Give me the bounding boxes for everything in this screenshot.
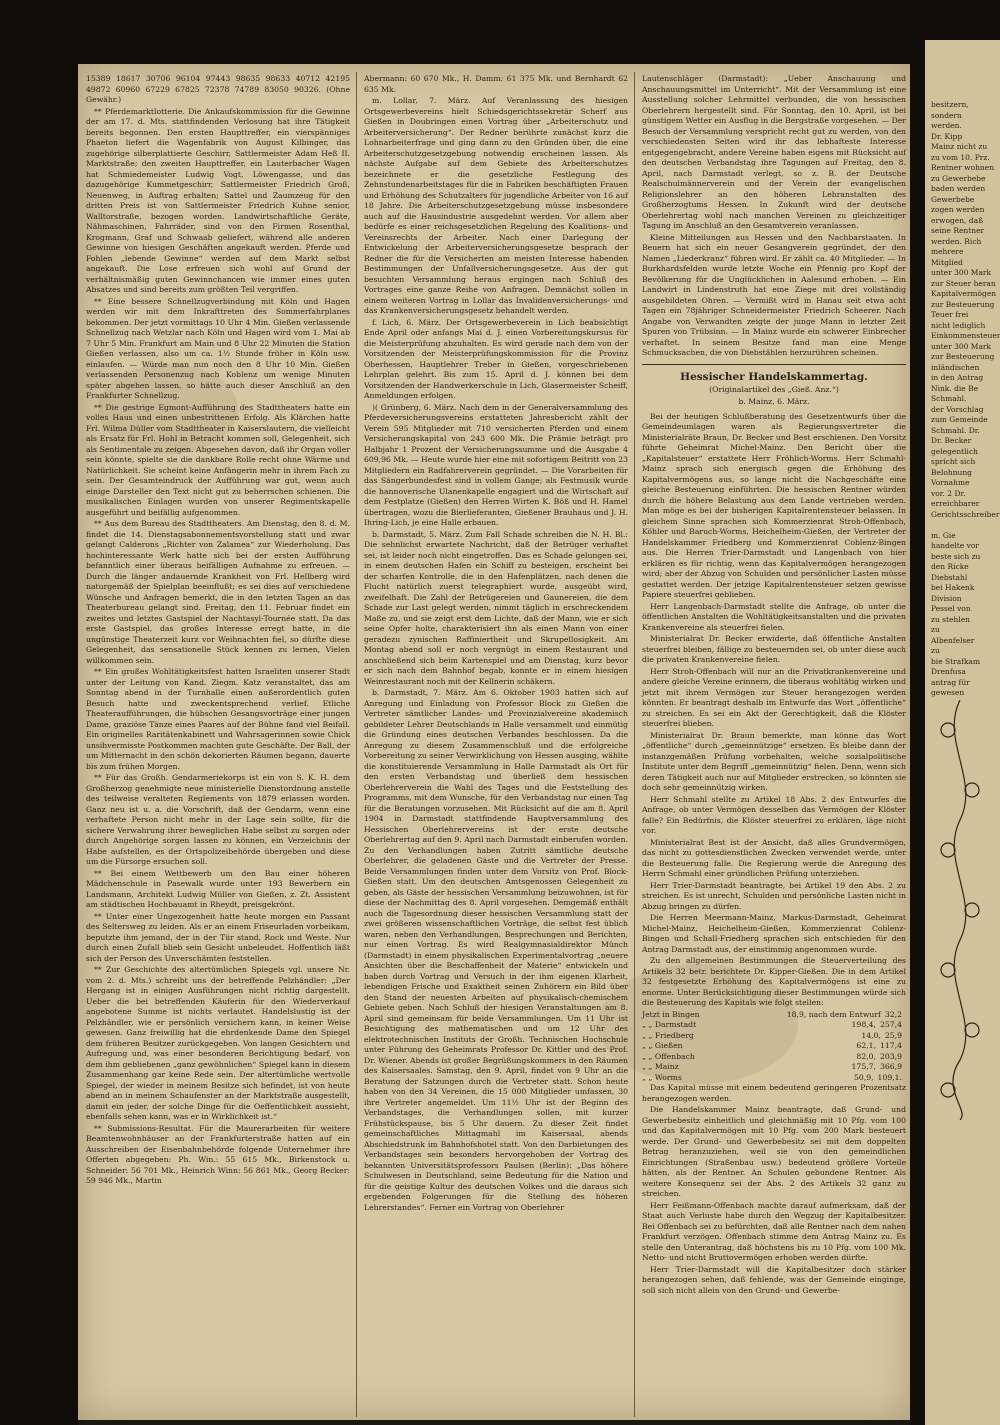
article-paragraph: Herr Trier-Darmstadt will die Kapitalbesitzer doch stärker herangezogen sehen, daß fehlende, was der Gemeinde einginge, soll sich nicht allein von den Grund- und Gewerbe- (642, 1264, 906, 1295)
column-3 (642, 74, 906, 1297)
table-cell-now: 14,0, (861, 1030, 881, 1040)
table-cell-now: 82,0, (856, 1051, 876, 1061)
article-paragraph: Herr Trier-Darmstadt beantragte, bei Artikel 19 den Abs. 2 zu streichen. Es ist unrecht, Schulden und persönliche Lasten nicht in Abzug bringen zu dürfen. (642, 880, 906, 911)
article-paragraph: f. Lich, 6. März. Der Ortsgewerbeverein in Lich beabsichtigt Ende April oder anfangs Mai d. J. einen Vorbereitungskursus für die Meisterprüfung abzuhalten. Es wird gerade nach dem von der Vorsitzenden der Meisterprüfungskommission für die Provinz Oberhessen, Hauptlehrer Treber in Gießen, vorgeschriebenen Lehrplan gelehrt. Bis zum 15. April d. J. können bei dem Vorsitzenden der Handwerkerschule in Lich, Glasermeister Scheiff, Anmeldungen erfolgen. (364, 317, 628, 400)
article-paragraph: ** Bei einem Wettbewerb um den Bau einer höheren Mädchenschule in Pasewalk wurde unter 193 Bewerbern ein Landsmann, Architekt Ludwig Müller von Gießen, z. Zt. Assistent am städtischen Hochbauamt in Rheydt, preisgekrönt. (86, 868, 350, 909)
left-dark-margin (0, 0, 78, 1425)
top-dark-margin (0, 0, 1000, 64)
gutter-dark-margin (910, 0, 925, 1425)
article-paragraph: b. Darmstadt, 5. März. Zum Fall Schade schreiben die N. H. Bl.: Die sehnlichst erwartete Nachricht, daß der Betrüger verhaftet sei, ist leider noch nicht eingetroffen. Das es Schade gelungen sei, in einem deutschen Hafen ein Schiff zu besteigen, erscheint bei der scharfen Kontrolle, die in den Hafenplätzen, nach denen die Flucht natürlich zuerst telegraphiert wurde, ausgeübt wird, zweifelhaft. Die Zahl der Betrügereien und Gaunereien, die dem Schade zur Last gelegt werden, nimmt täglich in erschreckendem Maße zu, und sie zeigt erst dem Lichte, daß der Mann, wie er sich seine Opfer holte, charakterisiert ihn als einen Mann von einer geradezu zynischen Raffiniertheit und Skrupellosigkeit. Am Montag abend soll er noch vergnügt in einem Restaurant und anschließend sich beim Kartenspiel und am Dienstag, kurz bevor er sich nach dem Bahnhof begab, konnte er in einem hiesigen Weinrestaurant noch mit der Kellnerin schäkern. (364, 529, 628, 686)
article-paragraph: )( Grünberg, 6. März. Nach dem in der Generalversammlung des Pferdeversicherungsvereins erstatteten Jahresbericht zählt der Verein 595 Mitglieder mit 710 versicherten Pferden und einem Versicherungskapital von 243 600 Mk. Die Prämie beträgt pro Halbjahr 1 Prozent der Versicherungssumme und die Ausgabe 4 609,96 Mk. — Heute wurde hier eine mit sofortigem Beitritt von 23 Mitgliedern ein Radfahrerverein gegründet. — Die Vorarbeiten für das Sängerbundesfest sind in vollem Gange; als Festmusik wurde die hannoverische Ulanenkapelle engagiert und die Wirtschaft auf dem Festplatze (Gießen) den Herren Wirten K. Böß und H. Hamel übertragen, wozu die Bierlieferanten, Gießener Brauhaus und J. H. Ihring-Lich, je eine Halle erbauen. (364, 402, 628, 527)
table-row (642, 1041, 906, 1052)
table-cell-place: „ „ Offenbach (642, 1051, 695, 1061)
article-paragraph: ** Für das Großh. Gendarmeriekorps ist ein von S. K. H. dem Großherzog genehmigte neue ministerielle Dienstordnung anstelle des teilweise veralteten Reglements von 1879 erlassen worden. Ganz neu ist u. a. die Vorschrift, daß der Gendarm, wenn eine verhaftete Person nicht mehr in der Lage sein sollte, für die sichere Verwahrung ihrer beweglichen Habe selbst zu sorgen oder durch Angehörige sorgen lassen zu können, ein Verzeichnis der Habe aufstellen, es der Ortspolizeibehörde übergeben und diese um die Fürsorge ersuchen soll. (86, 773, 350, 866)
section-heading: Hessischer Handelskammertag. (680, 370, 868, 383)
column-divider (356, 72, 357, 1417)
table-cell-now: 50,9, (853, 1072, 874, 1082)
newspaper-page (78, 64, 910, 1420)
article-paragraph: ** Ein großes Wohltätigkeitsfest hatten Israeliten unserer Stadt unter der Leitung von Kand. Ziegm. Katz veranstaltet, das am Sonntag abend in der Turnhalle einen außerordentlich guten Besuch hatte und zweckentsprechend verlief. Etliche Theateraufführungen, die hübschen Gesangsvorträge einer jungen Dame, graziöse Tänze eines Paares auf der Bühne fand viel Beifall. Ein originelles Raritätenkabinett und Wahrsagerinnen sowie Chick unsihvermisste Postkommen machten gute Geschäfte. Der Ball, der um Mitternacht in den schön dekorierten Räumen begann, dauerte bis zum frühen Morgen. (86, 667, 350, 771)
table-row (642, 1073, 906, 1084)
article-paragraph: Die Handelskammer Mainz beantragte, daß Grund- und Gewerbebesitz einheitlich und gleichmäßig mit 10 Pfg. vom 100 und das Kapitalvermögen mit 10 Pfg. vom 200 Mark besteuert werde. Der Grund- und Gewerbebesitz sei mit dem doppelten Betrag heranzuziehen, weil sie von den gemeindlichen Einrichtungen (Straßenbau usw.) bedeutend größere Vorteile hätten, als der Rentner. An Schulen gebundene Rentner. Als weitere Konsequenz sei der Abs. 2 des Artikels 32 ganz zu streichen. (642, 1105, 906, 1198)
article-paragraph: ** Eine bessere Schnellzugverbindung mit Köln und Hagen werden wir mit dem Inkrafttreten des Sommerfahrplanes bekommen. Der jetzt vormittags 10 Uhr 4 Min. Gießen verlassende Schnellzug nach Wetzlar nach Köln und Hagen wird vom 1. Mai ab 7 Uhr 5 Min. Frankfurt am Main und 8 Uhr 22 Minuten die Station Gießen verlassen, also um ca. 1½ Stunde früher in Köln usw. einlaufen. — Würde man nun noch den 8 Uhr 10 Min. Gießen verlassenden Personenzug nach Koblenz um wenige Minuten später abgehen lassen, so hätte auch dieser Anschluß an den Frankfurter Schnellzug. (86, 296, 350, 400)
adjacent-page-text: besitzern, sondern werden. Dr. Kipp Mainz nicht zu zu vom 10. Prz. Rentner wohnen zu Gewerbebe baden werden Gewerbebe zogen werden erwogen, daß seine Rentner werden. Rich mehrere Mitglied unter 300 Mark zur Steuer heran Kapitalvermögen zur Besteuerung Teuer frei nicht lediglich Einkommensteuer unter 300 Mark zur Besteuerung inländischen in den Antrag Nink. die Be Schmahl. der Vorschlag zum Gemeinde Schmahl. Dr. Dr. Becker gelegentlich spricht sich Belohnung Vornahme vor. 2 Dr. erreichbarer Gerichtsschreiber m. Gie handelte vor beste sich zu den Ricke Diebstahl bei Hakenk Division Pessel von zu stehlen zu Albenfelser zu bie Strafkam Drenfusa antrag für gewesen (931, 100, 1000, 697)
article-paragraph: Ministerialrat Dr. Becker erwiderte, daß öffentliche Anstalten steuerfrei bleiben, fällige zu besteuernden sei, ob unter diese auch die privaten Krankenvereine fielen. (642, 634, 906, 664)
article-paragraph: Die Herren Meermann-Mainz, Markus-Darmstadt, Geheimrat Michel-Mainz, Heichelheim-Gießen, Kommerzienrat Coblenz-Bingen und Schall-Friedberg sprachen sich entschieden für den Antrag Darmstadt aus, der einstimmig angenommen wurde. (642, 913, 906, 954)
lottery-numbers: 15389 18617 30706 96104 97443 98635 98633 40712 42195 49872 60960 67229 67825 72378 74789 83050 90326. (Ohne Gewähr.) (86, 74, 350, 104)
tax-table (642, 1010, 906, 1084)
article-paragraph: Kleine Mitteilungen aus Hessen und den Nachbarstaaten. In Beuern hat sich ein neuer Gesangverein gegründet, der den Namen „Liederkranz“ führen wird. Er zählt ca. 40 Mitglieder. — In Burkhardsfelden wurde letzte Woche ein Pfennig pro Kopf der Bevölkerung für die Unglücklichen in Aalesund erhoben. — Ein Landwirt in Lindenstruth hat eine Ziege mit drei vollständig ausgebildeten Ohren. — Vermißt wird in Hanau seit etwa acht Tagen ein 78jähriger Schneidermeister Friedrich Scheerer. Nach Angabe von Verwandten zeigte der junge Mann in letzter Zeit Spuren von Trübsinn. — In Mainz wurde ein schwerer Einbrecher verhaftet. In seinem Besitze fand man eine Menge Schmucksachen, die von Diebstählen herzurühren scheinen. (642, 232, 906, 357)
article-paragraph: Herr Stroh-Offenbach will nur an die Privatkrankenvereine und andere gleiche Vereine erinnern, die überaus wohltätig wirken und jetzt mit ihrem Vermögen zur Steuer herangezogen werden könnten. Er beantragt deshalb im Entwurfe das Wort „öffentliche“ zu streichen. Es sei ein Akt der Gerechtigkeit, daß die Klöster steuerfrei blieben. (642, 666, 906, 728)
table-cell-draft: 25,9 (884, 1030, 902, 1040)
section-rule (642, 364, 906, 365)
table-cell-draft: 117,4 (879, 1041, 902, 1050)
article-paragraph: Ministerialrat Best ist der Ansicht, daß alles Grundvermögen, das nicht zu gottesdienstlichen Zwecken verwendet werde, unter die Besteuerung falle. Die Regierung werde die Anregung des Herrn Schmahl einer gründlichen Prüfung unterziehen. (642, 837, 906, 878)
article-paragraph: Herr Langenbach-Darmstadt stellte die Anfrage, ob unter die öffentlichen Anstalten die Wohltätigkeitsanstalten und die privaten Krankenvereine als steuerfrei fielen. (642, 601, 906, 632)
article-paragraph: Bei der heutigen Schlußberatung des Gesetzentwurfs über die Gemeindeumlagen waren als Regierungsvertreter die Ministerialräte Braun, Dr. Becker und Best erschienen. Den Vorsitz führte Geheimrat Michel-Mainz. Den Bericht über die „Kapitalsteuer“ erstattete Herr Fröhlich-Worms. Herr Schmahl-Mainz sprach sich energisch gegen die Erhöhung des Kapitalvermögens aus, so lange nicht die Nachgeschäfte eine gleiche Besteuerung einführten. Die hessischen Rentner würden durch die höhere Belastung aus dem Lande vertrieben werden. Man möge es bei der bisherigen Kapitalrentensteuer belassen. In gleichem Sinne sprachen sich Kommerzienrat Stroh-Offenbach, Köhler und Baruch-Worms, Heichelheim-Gießen, der Vertreter der Handelskammer Friedberg und Kommerzienrat Coblenz-Bingen aus. Die Herren Trier-Darmstadt und Langenbach von hier erklären es für richtig, wenn das Kapitalvermögen herangezogen wird; aber der Abzug von Schulden und persönlicher Lasten müsse gestattet werden. Der jetzige Kapitalrentensteuer setzen gewisse Papiere steuerfrei geblieben. (642, 411, 906, 599)
table-body (642, 1020, 906, 1083)
table-row (642, 1062, 906, 1073)
table-cell-now: 198,4, (851, 1020, 876, 1029)
table-row (642, 1031, 906, 1042)
table-cell-place: „ „ Worms (642, 1072, 682, 1082)
article-paragraph: ** Pferdemarktlotterie. Die Ankaufskommission für die Gewinne der am 17. d. Mts. stattfindenden Verlosung hat ihre Tätigkeit bereits begonnen. Den ersten Haupttreffer, ein vierspänniges Phaeton liefert die Wagenfabrik von August Kilbinger, das zugehörige silberplattierte Geschirr, Sattlermeister Adam Heß II. Marktstraße; den zweiten Haupttreffer, ein Lauterbacher Wagen hat Schmiedemeister Ludwig Vogt, Löwengasse, und das dazugehörige Kummetgeschirr, Sattlermeister Friedrich Groß, Neuenweg, in Auftrag erhalten; Sattel und Zaumzeug für den dritten Preis ist von Sattlermeister Friedrich Kuhne senior, Walltorstraße, bezogen worden. Landwirtschaftliche Geräte, Nähmaschinen, Fahrräder, sind von den Firmen Rosenthal, Krogmann, Graf und Schwaab geliefert, während alle anderen Gewinne von hiesigen Geschäften angekauft werden. Pferde und Fohlen „lebende Gewinne“ werden auf dem Markt selbst angekauft. Die Lose erfreuen sich wohl auf Grund der verhältnismäßig guten Gewinnchancen wie immer eines guten Absatzes und sind bereits zum größten Teil vergriffen. (86, 106, 350, 294)
column-1 (86, 74, 350, 1188)
table-cell-now: 18,9, nach dem Entwurf (786, 1009, 881, 1019)
article-paragraph: Ministerialrat Dr. Braun bemerkte, man könne das Wort „öffentliche“ durch „gemeinnützige“ ersetzen. Es bleibe dann der instanzgemäßen Prüfung vorbehalten, welche sozialpolitische Institute unter dem Begriff „gemeinnützig“ fielen. Denn, wenn sich deren Tätigkeit auch nur auf Mitglieder erstrecken, so könnten sie doch sehr gemeinnützig wirken. (642, 730, 906, 792)
article-paragraph: m. Lollar, 7. März. Auf Veranlassung des hiesigen Ortsgewerbevereins hielt Schiedsgerichtssekretär Scherf aus Gießen in Doubringen einen Vortrag über „Arbeiterschutz und Arbeiterversicherung“. Der Redner berührte zunächst kurz die Lohnarbeiterfrage und ging dann zu den Gründen über, die eine Arbeiterschutzgesetzgebung notwendig erscheinen lassen. Als nächste Aufgabe auf dem Gebiete des Arbeiterschutzes bezeichnete er die gesetzliche Festlegung des Zehnstundenarbeitstages für die in Fabriken beschäftigten Frauen und Erhöhung des Schutzalters für jugendliche Arbeiter von 16 auf 18 Jahre. Die Arbeiterschutzgesetzgebung müsse insbesondere auch auf die Hausindustrie ausgedehnt werden. Vor allem aber bedürfe es einer reichsgesetzlichen Regelung des Koalitions- und Vereinsrechts der Arbeiter. Nach einer Darlegung der Entwickelung der Arbeiterversicherungsgesetze besprach der Redner die für die Versicherten am meisten Interesse habenden Bestimmungen der Unfallversicherungsgesetze. Aus der gut besuchten Versammlung heraus ergingen nach Schluß des Vortrages eine ganze Reihe von Anfragen. Demnächst sollen in einem weiteren Vortrag in Lollar das Invalidenversicherungs- und das Krankenversicherungsgesetz behandelt werden. (364, 96, 628, 315)
table-row (642, 1020, 906, 1031)
table-cell-draft: 109,1. (877, 1072, 902, 1082)
floral-ornament-icon (930, 700, 990, 1120)
table-cell-place: „ „ Gießen (642, 1041, 683, 1050)
table-cell-draft: 203,9 (879, 1051, 902, 1061)
article-paragraph: Herr Schmahl stellte zu Artikel 18 Abs. 2 des Entwurfes die Anfrage, ob unter Vermögen desselben das Vermögen der Klöster falle? Ein Bedürfnis, die Klöster steuerfrei zu erklären, läge nicht vor. (642, 794, 906, 835)
column-divider (634, 72, 635, 1417)
article-paragraph: Lautenschläger (Darmstadt): „Ueber Anschauung und Anschauungsmittel im Unterricht“. Mit der Versammlung ist eine Ausstellung solcher Lehrmittel verbunden, die von hessischen Oberlehrern hergestellt sind. Für Sonntag, den 10. April, ist bei günstigem Wetter ein Ausflug in die Bergstraße vorgesehen. — Der Besuch der Versammlung verspricht recht gut zu werden, von den verschiedensten Seiten wird ihr das lebhafteste Interesse entgegengebracht, andere Vereine haben eigens mit Rücksicht auf den deutschen Verbandstag ihre Tagungen auf Freitag, den 8. April, nach Darmstadt verlegt, so z. B. der Deutsche Realschulmännerverein und der Verein der evangelischen Religionslehrer an den höheren Lehranstalten des Großherzogtums Hessen. In Zukunft wird der deutsche Oberlehrertag wohl nach manchen Vereinen zu gleichzeitiger Tagung im Anschluß an den Gesamtverein veranlassen. (642, 74, 906, 230)
dateline: b. Mainz, 6. März. (738, 397, 810, 406)
table-cell-now: 62,1, (856, 1041, 876, 1050)
column-2 (364, 74, 628, 1214)
table-row (642, 1010, 906, 1021)
article-paragraph: ** Zur Geschichte des altertümlichen Spiegels vgl. unsere Nr. vom 2. d. Mts.) schreibt uns der betreffende Pelzhändler: „Der Hergang ist in einigen Ausführungen nicht richtig dargestellt. Ueber die bei betreffenden Käuferin für den Wiederverkauf angebotene Summe ist nichts verlautet. Handelslustig ist der Pelzhändler, wie er persönlich versichern kann, in keiner Weise gewesen. Ganz freiwillig hat die ehrdenkende Dame den Spiegel dem früheren Besitzer zurückgegeben. Von langen Gesichtern und Aufregung und, was einer besonderen Berichtigung bedarf, von dem ihm gebliebenen „ganz gewöhnlichen“ Spiegel kann in diesem Zusammenhang gar keine Rede sein. Der altertümliche wertvolle Spiegel, der wieder in meinem Besitze sich befindet, ist von heute abend an in meinem Schaufenster an der Marktstraße ausgestellt, damit ein jeder, der solche Dinge für die Oeffentlichkeit aussieht, ebenfalls sehen kann, was er in Wirklichkeit ist.“ (86, 965, 350, 1121)
article-paragraph: ** Submissions-Resultat. Für die Maurerarbeiten für weitere Beamtenwohnhäuser an der Frankfurterstraße hatten auf ein Ausschreiben der Eisenbahnbehörde folgende Unternehmer ihre Offerten abgegeben: Ph. Win.: 55 615 Mk., Birkenstock u. Schneider: 56 701 Mk., Heinrich Winn: 56 861 Mk., Georg Becker: 59 946 Mk., Martin (86, 1123, 350, 1185)
article-paragraph: Abermann: 60 670 Mk., H. Damm: 61 375 Mk. und Bernhardt 62 635 Mk. (364, 74, 628, 94)
article-paragraph: ** Unter einer Ungezogenheit hatte heute morgen ein Passant des Seltersweg zu leiden. Als er an einem Friseurladen vorbeikam, beputzte ihm jemand, der in der Tür stand, Rock und Weste. Nur durch einen Zufall blieb sein Gesicht unbeleudet. Hoffentlich läßt sich der Person des Unverschämten feststellen. (86, 911, 350, 963)
article-paragraph: Zu den allgemeinen Bestimmungen die Steuerverteilung des Artikels 32 betr. berichtete Dr. Kipper-Gießen. Die in dem Artikel 32 festgesetzte Erhöhung des Kapitalvermögens ist eine zu enorme. Unter Berücksichtigung dieser Bestimmungen würde sich die Besteuerung des Kapitals wie folgt stellen: (642, 956, 906, 1007)
table-cell-place: „ „ Mainz (642, 1062, 679, 1071)
table-cell-draft: 32,2 (884, 1009, 902, 1019)
table-cell-now: 175,7, (851, 1062, 876, 1071)
table-cell-place: Jetzt in Bingen (642, 1009, 700, 1019)
table-cell-draft: 366,9 (879, 1062, 902, 1071)
article-paragraph: Das Kapital müsse mit einem bedeutend geringeren Prozentsatz herangezogen werden. (642, 1083, 906, 1103)
table-cell-place: „ „ Friedberg (642, 1030, 694, 1040)
article-paragraph: ** Die gestrige Egmont-Aufführung des Stadttheaters hatte ein volles Haus und einen unbestrittenen Erfolg. Als Klärchen hatte Frl. Wilma Düller vom Stadttheater in Kaiserslautern, die vielleicht als Ersatz für Frl. Hohl in Betracht kommen soll, Gelegenheit, sich als Sentimentale zu zeigen. Abgesehen davon, daß ihr Organ voller sein könnte, spielte sie die dankbare Rolle recht ohne Wärme und Natürlichkeit. Sie scheint keine Anfängerin mehr in ihrem Fach zu sein. Der Gesamteindruck der Aufführung war gut, wenn auch einige Darsteller den Text nicht gut zu beherrschen schienen. Die musikalischen Einlagen wurden von unserer Regimentskapelle ausgeführt und beifällig aufgenommen. (86, 402, 350, 517)
article-paragraph: ** Aus dem Bureau des Stadttheaters. Am Dienstag, den 8. d. M. findet die 14. Dienstagsabonnementsvorstellung statt und zwar gelangt Calderons „Richter von Zalamea“ zur Wiederholung. Das hochinteressante Werk hatte sich bei der ersten Aufführung befanntlich einer überaus beifälligen Aufnahme zu erfreuen. — Durch die länger andauernde Krankheit von Frl. Hellberg wird naturgemäß der Spielplan beeinflußt; es sei dies auf verschiedene Wünsche und Anfragen bemerkt, die in den letzten Tagen an das Theaterbureau gelangt sind. Freitag, den 11. Februar findet ein zweites und letztes Gastspiel der Nachtasyl-Tournée statt. Da das erste Gastspiel, das großes Interesse erregt hatte, in die ungünstige Theaterzeit kurz vor Weihnachten fiel, so dürfte diese Gelegenheit, das sensationelle Stück kennen zu lernen, Vielen willkommen sein. (86, 519, 350, 665)
section-subheading: (Originalartikel des „Gieß. Anz.“) (709, 384, 839, 394)
article-paragraph: Herr Feißmann-Offenbach machte darauf aufmerksam, daß der Staat auch Verluste habe durch den Wegzug der Kapitalbesitzer. Bei Offenbach sei zu befürchten, daß alle Rentner nach dem nahen Frankfurt verzögen. Offenbach stimme dem Antrag Mainz zu. Es stelle den Unterantrag, daß höchstens bis zu 10 Pfg. vom 100 Mk. Netto- und nicht Bruttovermögen erhoben werden dürfte. (642, 1200, 906, 1262)
article-paragraph: b. Darmstadt, 7. März. Am 6. Oktober 1903 hatten sich auf Anregung und Einladung von Professor Block zu Gießen die Vertreter sämtlicher Landes- und Provinzialvereine akademisch gebildeter Lehrer Deutschlands in Halle versammelt und einmütig die Gründung eines deutschen Verbandes beschlossen. Da die Anregung zu diesem Zusammenschluß und die erfolgreiche Vorbereitung zu seiner Verwirklichung von Hessen ausging, wählte die konstituierende Versammlung in Halle Darmstadt als Ort für den ersten Verbandstag und überließ dem hessischen Oberlehrerverein die Wahl des Tages und die Feststellung des Programms, mit dem Wunsche, für den Verbandstag nur einen Tag für die Beratungen vorzusehen. Mit Rücksicht auf die am 8. April 1904 in Darmstadt stattfindende Hauptversammlung des Hessischen Oberlehrervereins ist der erste deutsche Oberlehrertag auf den 9. April nach Darmstadt einberufen worden. Zu den Verhandlungen haben Zutritt sämtliche deutsche Oberlehrer, die geladenen Gäste und die Vertreter der Presse. Beide Versammlungen finden unter dem Vorsitz von Prof. Block-Gießen statt. Um den deutschen Amtsgenossen Gelegenheit zu geben, als Gäste der hessischen Versammlung beizuwohnen, ist für diese der Nachmittag des 8. April vorgesehen. Demgemäß enthält auch die Tagesordnung dieser hessischen Versammlung statt der zwei größeren wissenschaftlichen Vorträge, die selbst fest üblich waren, neben den Verhandlungen, Besprechungen und Berichten, nur einen Vortrag. Es wird Realgymnasialdirektor Münch (Darmstadt) in einem physikalischen Experimentalvortrag „neuere Ansichten über die Beschaffenheit der Materie“ entwickeln und haben durch Vortrag und Versuch in der ihm eigenen Klarheit, lebendigen Frische und Exaktheit seinen Zuhörern ein Bild über den Stand der neuesten Arbeiten auf physikalisch-chemischem Gebiete geben. Nach Schluß der hiesigen Veranstaltungen am 8. April sind gemeinsam für beide Versammlungen. Um 11 Uhr ist Besichtigung des mathematischen und um 12 Uhr des elektrotechnischen Instituts der Großh. Technischen Hochschule unter Führung des Geheimrats Professor Dr. Kittler und des Prof. Dr. Wiener. Abends ist großer Begrüßungskommers in den Räumen des Kaisersaales. Samstag, den 9. April, findet von 9 Uhr an die Beratung der Satzungen durch die Vertreter statt. Schon heute haben von den 34 Vereinen, die 15 000 Mitglieder umfassen, 30 ihre Vertreter angemeldet. Um 11½ Uhr ist der Beginn des Verbandstages, die Verhandlungen sollen, mit kurzer Frühstückspause, bis 5 Uhr dauern. Zu dieser Zeit findet gemeinschaftliches Mittagmahl im Kaisersaal, abends Abschiedstrunk im Bahnhofshotel statt. Von den Darbietungen des Verbandstages sein besonders hervorgehoben der Vortrag des bekannten Universitätsprofessors Paulsen (Berlin): „Das höhere Schulwesen in Deutschland, seine Bedeutung für die Nation und für die geistige Kultur des deutschen Volkes und die daraus sich ergebenden Folgerungen für die Stellung des höheren Lehrerstandes“. Ferner ein Vortrag von Oberlehrer (364, 688, 628, 1212)
table-cell-draft: 257,4 (879, 1020, 902, 1029)
table-cell-place: „ „ Darmstadt (642, 1020, 697, 1029)
table-row (642, 1052, 906, 1063)
